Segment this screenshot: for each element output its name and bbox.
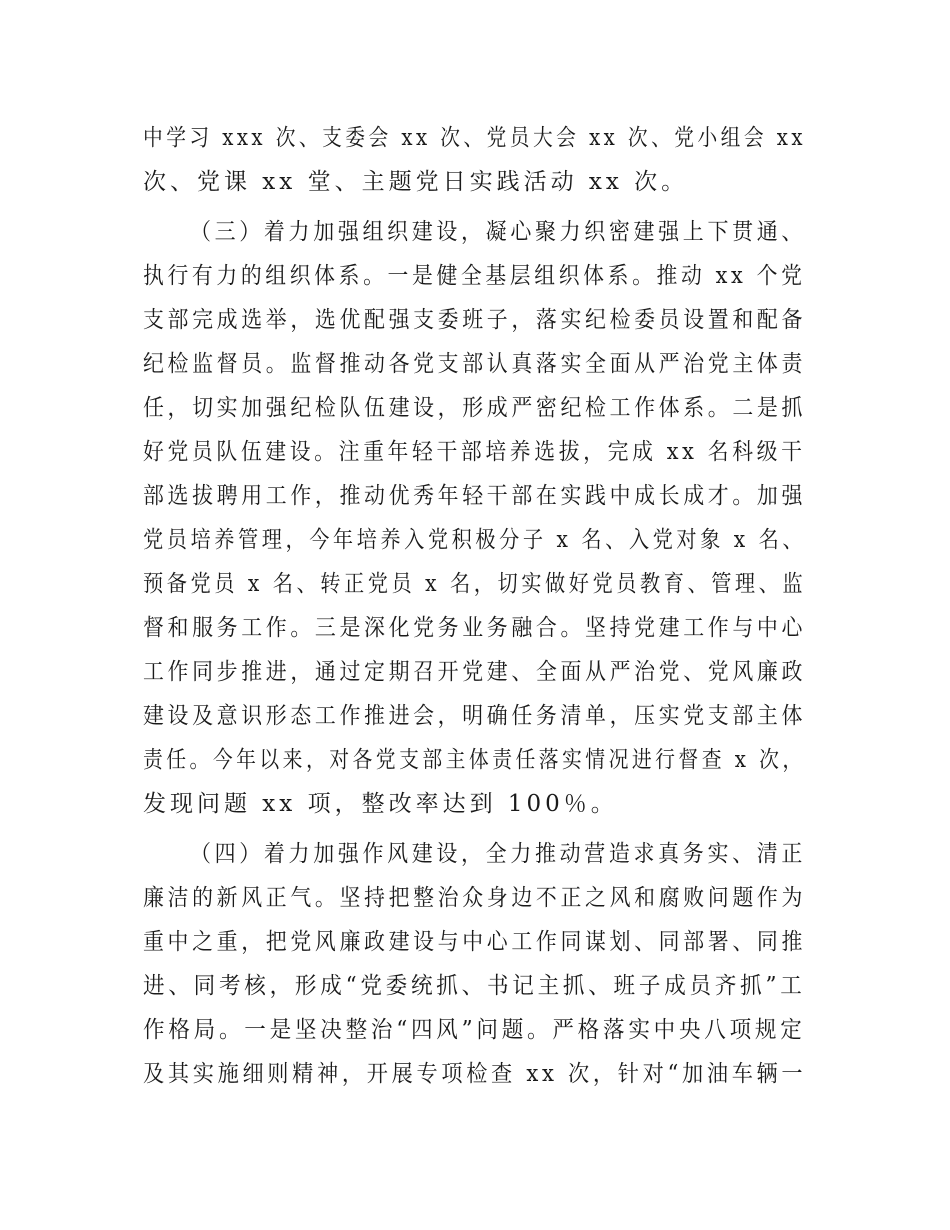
paragraph-line: 好党员队伍建设。注重年轻干部培养选拔，完成 xx 名科级干 (143, 439, 806, 465)
paragraph-line: 中学习 xxx 次、支委会 xx 次、党员大会 xx 次、党小组会 xx (143, 125, 806, 151)
paragraph-line: 党员培养管理，今年培养入党积极分子 x 名、入党对象 x 名、 (143, 527, 807, 553)
paragraph-line: 任，切实加强纪检队伍建设，形成严密纪检工作体系。二是抓 (143, 395, 807, 421)
paragraph-line: 及其实施细则精神，开展专项检查 xx 次，针对“加油车辆一 (143, 1061, 807, 1087)
paragraph-line: 预备党员 x 名、转正党员 x 名，切实做好党员教育、管理、监 (143, 571, 807, 597)
paragraph-line: 纪检监督员。监督推动各党支部认真落实全面从严治党主体责 (143, 351, 807, 377)
paragraph-line: 作格局。一是坚决整治“四风”问题。严格落实中央八项规定 (143, 1017, 806, 1043)
paragraph-line: 工作同步推进，通过定期召开党建、全面从严治党、党风廉政 (143, 659, 807, 685)
paragraph-line: 廉洁的新风正气。坚持把整治众身边不正之风和腐败问题作为 (143, 885, 807, 911)
section-heading-line: （三）着力加强组织建设，凝心聚力织密建强上下贯通、 (190, 219, 807, 245)
section-heading-line: （四）着力加强作风建设，全力推动营造求真务实、清正 (190, 841, 807, 867)
paragraph-line: 督和服务工作。三是深化党务业务融合。坚持党建工作与中心 (143, 615, 807, 641)
paragraph-line: 责任。今年以来，对各党支部主体责任落实情况进行督查 x 次， (143, 747, 806, 773)
paragraph-line: 支部完成选举，选优配强支委班子，落实纪检委员设置和配备 (143, 307, 807, 333)
paragraph-line: 次、党课 xx 堂、主题党日实践活动 xx 次。 (143, 169, 689, 195)
paragraph-line: 重中之重，把党风廉政建设与中心工作同谋划、同部署、同推 (143, 929, 807, 955)
paragraph-line: 进、同考核，形成“党委统抓、书记主抓、班子成员齐抓”工 (143, 973, 806, 999)
paragraph-line: 执行有力的组织体系。一是健全基层组织体系。推动 xx 个党 (143, 263, 806, 289)
paragraph-line: 发现问题 xx 项，整改率达到 100％。 (143, 791, 618, 817)
paragraph-line: 建设及意识形态工作推进会，明确任务清单，压实党支部主体 (143, 703, 807, 729)
paragraph-line: 部选拔聘用工作，推动优秀年轻干部在实践中成长成才。加强 (143, 483, 807, 509)
